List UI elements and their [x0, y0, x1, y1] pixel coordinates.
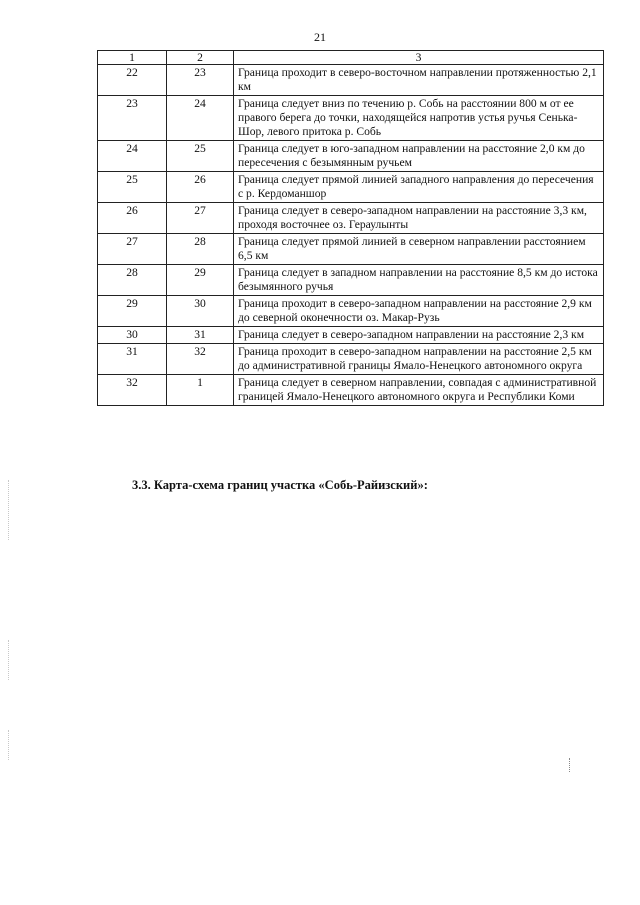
table-row [98, 234, 604, 265]
scan-margin-artifact [8, 640, 10, 680]
boundary-description: Граница проходит в северо-западном направлении на расстояние 2,9 км до северной оконечности оз. Макар-Рузь [234, 296, 604, 327]
table-header-row [98, 51, 604, 65]
table-row [98, 172, 604, 203]
point-from: 26 [98, 203, 167, 234]
scan-margin-artifact [8, 480, 10, 540]
point-to: 26 [167, 172, 234, 203]
boundary-description: Граница следует в западном направлении на расстояние 8,5 км до истока безымянного ручья [234, 265, 604, 296]
boundary-description: Граница следует в юго-западном направлении на расстояние 2,0 км до пересечения с безымянным ручьем [234, 141, 604, 172]
point-from: 30 [98, 327, 167, 344]
section-caption: 3.3. Карта-схема границ участка «Собь-Райизский»: [132, 478, 428, 492]
table-row [98, 265, 604, 296]
point-from: 27 [98, 234, 167, 265]
column-header-to: 2 [167, 51, 234, 65]
point-to: 30 [167, 296, 234, 327]
scan-margin-artifact [8, 730, 10, 760]
scan-artifact [569, 758, 571, 772]
table-row [98, 203, 604, 234]
point-to: 23 [167, 65, 234, 96]
table-row [98, 327, 604, 344]
boundary-description: Граница следует прямой линией западного направления до пересечения с р. Кердоманшор [234, 172, 604, 203]
point-to: 29 [167, 265, 234, 296]
column-header-description: 3 [234, 51, 604, 65]
point-to: 24 [167, 96, 234, 141]
boundary-description: Граница следует вниз по течению р. Собь на расстоянии 800 м от ее правого берега до точки, находящейся напротив устья ручья Сенька-Шор, левого притока р. Собь [234, 96, 604, 141]
point-from: 28 [98, 265, 167, 296]
point-from: 32 [98, 375, 167, 406]
point-from: 31 [98, 344, 167, 375]
boundary-table [97, 50, 604, 406]
point-from: 22 [98, 65, 167, 96]
point-to: 32 [167, 344, 234, 375]
boundary-description: Граница проходит в северо-восточном направлении протяженностью 2,1 км [234, 65, 604, 96]
table-row [98, 375, 604, 406]
column-header-from: 1 [98, 51, 167, 65]
table-row [98, 65, 604, 96]
point-to: 25 [167, 141, 234, 172]
table-row [98, 96, 604, 141]
boundary-description: Граница следует прямой линией в северном направлении расстоянием 6,5 км [234, 234, 604, 265]
page-number: 21 [314, 30, 326, 44]
point-from: 25 [98, 172, 167, 203]
table-row [98, 296, 604, 327]
boundary-description: Граница следует в северо-западном направлении на расстояние 3,3 км, проходя восточнее оз. Гераулынты [234, 203, 604, 234]
table-row [98, 344, 604, 375]
boundary-description: Граница следует в северо-западном направлении на расстояние 2,3 км [234, 327, 604, 344]
point-from: 24 [98, 141, 167, 172]
point-from: 23 [98, 96, 167, 141]
point-to: 31 [167, 327, 234, 344]
point-to: 28 [167, 234, 234, 265]
point-from: 29 [98, 296, 167, 327]
boundary-description: Граница проходит в северо-западном направлении на расстояние 2,5 км до административной границы Ямало-Ненецкого автономного округа [234, 344, 604, 375]
point-to: 27 [167, 203, 234, 234]
table-row [98, 141, 604, 172]
boundary-description: Граница следует в северном направлении, совпадая с административной границей Ямало-Ненецкого автономного округа и Республики Коми [234, 375, 604, 406]
point-to: 1 [167, 375, 234, 406]
